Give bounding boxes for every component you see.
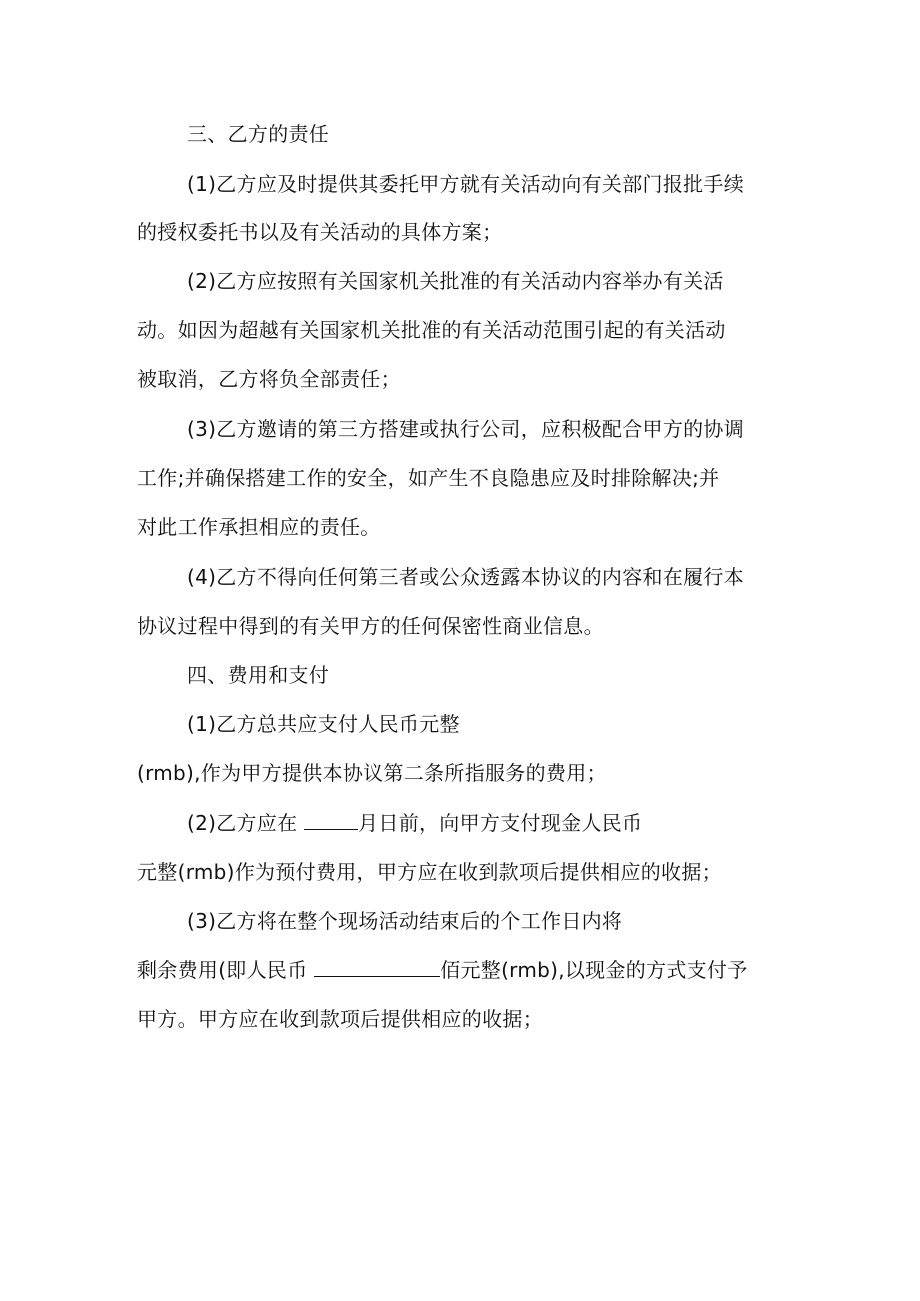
section-4-item-3-line-2-pre: 剩余费用(即人民币 [137, 958, 315, 982]
section-4-item-2-line-1-pre: (2)乙方应在 [187, 811, 305, 835]
section-4-item-3-line-1: (3)乙方将在整个现场活动结束后的个工作日内将 [187, 909, 623, 933]
section-4-item-1-line-1: (1)乙方总共应支付人民币元整 [187, 712, 460, 736]
section-3-item-3-line-1: (3)乙方邀请的第三方搭建或执行公司，应积极配合甲方的协调 [187, 417, 745, 441]
section-3-item-4-line-1: (4)乙方不得向任何第三者或公众透露本协议的内容和在履行本 [187, 565, 745, 589]
section-4-item-1-line-2: (rmb),作为甲方提供本协议第二条所指服务的费用； [137, 761, 607, 785]
section-3-item-1-line-1: (1)乙方应及时提供其委托甲方就有关活动向有关部门报批手续 [187, 172, 745, 196]
section-4-heading: 四、费用和支付 [187, 663, 330, 687]
section-3-heading: 三、乙方的责任 [187, 122, 330, 146]
date-blank [304, 811, 358, 830]
section-4-item-2-line-2: 元整(rmb)作为预付费用，甲方应在收到款项后提供相应的收据； [137, 860, 722, 884]
section-3-item-2-line-1: (2)乙方应按照有关国家机关批准的有关活动内容举办有关活 [187, 269, 724, 293]
section-3-item-3-line-2: 工作;并确保搭建工作的安全，如产生不良隐患应及时排除解决;并 [137, 466, 720, 490]
section-4-item-3-line-3: 甲方。甲方应在收到款项后提供相应的收据； [137, 1007, 543, 1031]
section-4-item-2-line-1-post: 月日前，向甲方支付现金人民币 [358, 811, 643, 835]
section-4-item-3-line-2 [137, 957, 748, 983]
section-4-item-3-line-2-post: 佰元整(rmb),以现金的方式支付予 [440, 958, 748, 982]
section-3-item-2-line-3: 被取消，乙方将负全部责任； [137, 367, 401, 391]
section-3-item-3-line-3: 对此工作承担相应的责任。 [137, 515, 381, 539]
amount-blank [314, 958, 440, 977]
section-3-item-2-line-2: 动。如因为超越有关国家机关批准的有关活动范围引起的有关活动 [137, 318, 726, 342]
section-4-item-2-line-1 [187, 810, 642, 836]
section-3-item-1-line-2: 的授权委托书以及有关活动的具体方案； [137, 220, 503, 244]
section-3-item-4-line-2: 协议过程中得到的有关甲方的任何保密性商业信息。 [137, 614, 604, 638]
